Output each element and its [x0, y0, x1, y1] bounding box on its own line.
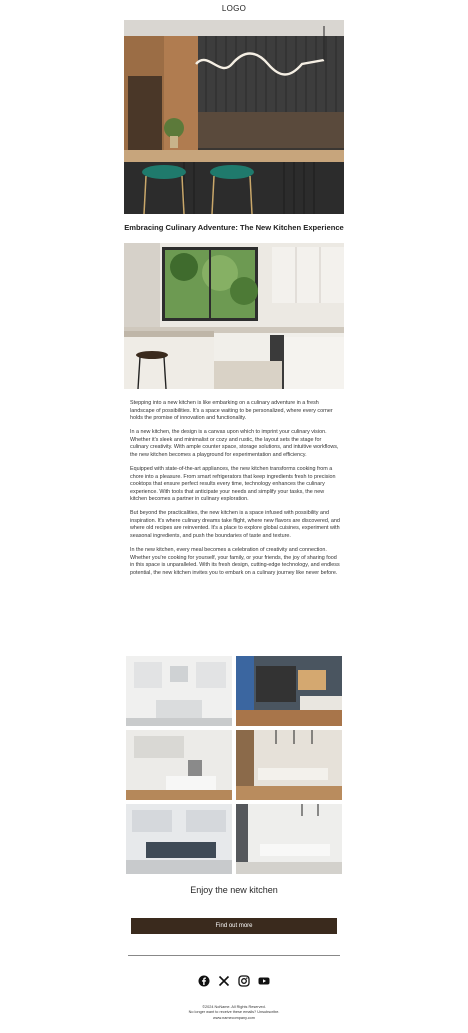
footer — [124, 1005, 344, 1021]
divider — [128, 955, 340, 956]
logo[interactable]: LOGO — [221, 4, 247, 13]
article-title: Embracing Culinary Adventure: The New Kitchen Experience — [124, 223, 344, 232]
article-paragraph: But beyond the practicalities, the new kitchen is a space infused with possibility and inspiration. It's where culinary dreams take flight, where new flavors are discovered, and where old recipes are reinvented. It's a place to explore global cuisines, experiment with seasonal ingredients, and push the boundaries of taste and texture. — [130, 510, 340, 540]
white-kitchen-image[interactable] — [124, 243, 344, 389]
gallery-caption: Enjoy the new kitchen — [190, 885, 278, 895]
x-icon[interactable] — [218, 974, 230, 986]
article-paragraph: Equipped with state-of-the-art appliances, the new kitchen transforms cooking from a chore into a pleasure. From smart refrigerators that keep ingredients fresh to precision cooktops that ensure perfect results every time, technology enhances the culinary experience. With tools that anticipate your needs and simplify your tasks, the new kitchen becomes a partner in culinary exploration. — [130, 465, 336, 503]
youtube-icon[interactable] — [258, 974, 270, 986]
gallery-image[interactable] — [236, 730, 342, 800]
find-out-more-button[interactable]: Find out more — [131, 918, 337, 934]
gallery-image[interactable] — [126, 656, 232, 726]
facebook-icon[interactable] — [198, 974, 210, 986]
social-links — [198, 974, 270, 986]
copyright-text: ©2024 NoName. All Rights Reserved. — [202, 1005, 266, 1009]
instagram-icon[interactable] — [238, 974, 250, 986]
kitchen-gallery — [126, 656, 342, 875]
hero-kitchen-illustration — [124, 20, 344, 214]
white-kitchen-illustration — [124, 243, 344, 389]
article-body — [130, 400, 340, 584]
unsubscribe-link[interactable]: No longer want to receive these emails? Unsubscribe. — [188, 1010, 280, 1015]
gallery-image[interactable] — [236, 804, 342, 874]
article-paragraph: Stepping into a new kitchen is like embarking on a culinary adventure in a fresh landscape of possibilities. It's a space waiting to be personalized, where every corner holds the promise of innovation and functionality. — [130, 400, 333, 422]
article-paragraph: In the new kitchen, every meal becomes a celebration of creativity and connection. Whether you're cooking for yourself, your family, or your friends, the joy of sharing food in this space is unparalleled. With its fresh design, cutting-edge technology, and endless potential, the new kitchen invites you to embark on a culinary journey like never before. — [130, 547, 340, 576]
article-paragraph: In a new kitchen, the design is a canvas upon which to imprint your culinary vision. Whether it's sleek and minimalist or cozy and rustic, the layout sets the stage for culinary creativity. With ample counter space, storage solutions, and intuitive workflows, the new kitchen becomes a playground for experimentation and efficiency. — [130, 429, 339, 458]
gallery-image[interactable] — [126, 804, 232, 874]
hero-kitchen-image[interactable] — [124, 20, 344, 214]
gallery-image[interactable] — [236, 656, 342, 726]
gallery-image[interactable] — [126, 730, 232, 800]
website-link[interactable]: www.namecompany.com — [213, 1015, 255, 1020]
